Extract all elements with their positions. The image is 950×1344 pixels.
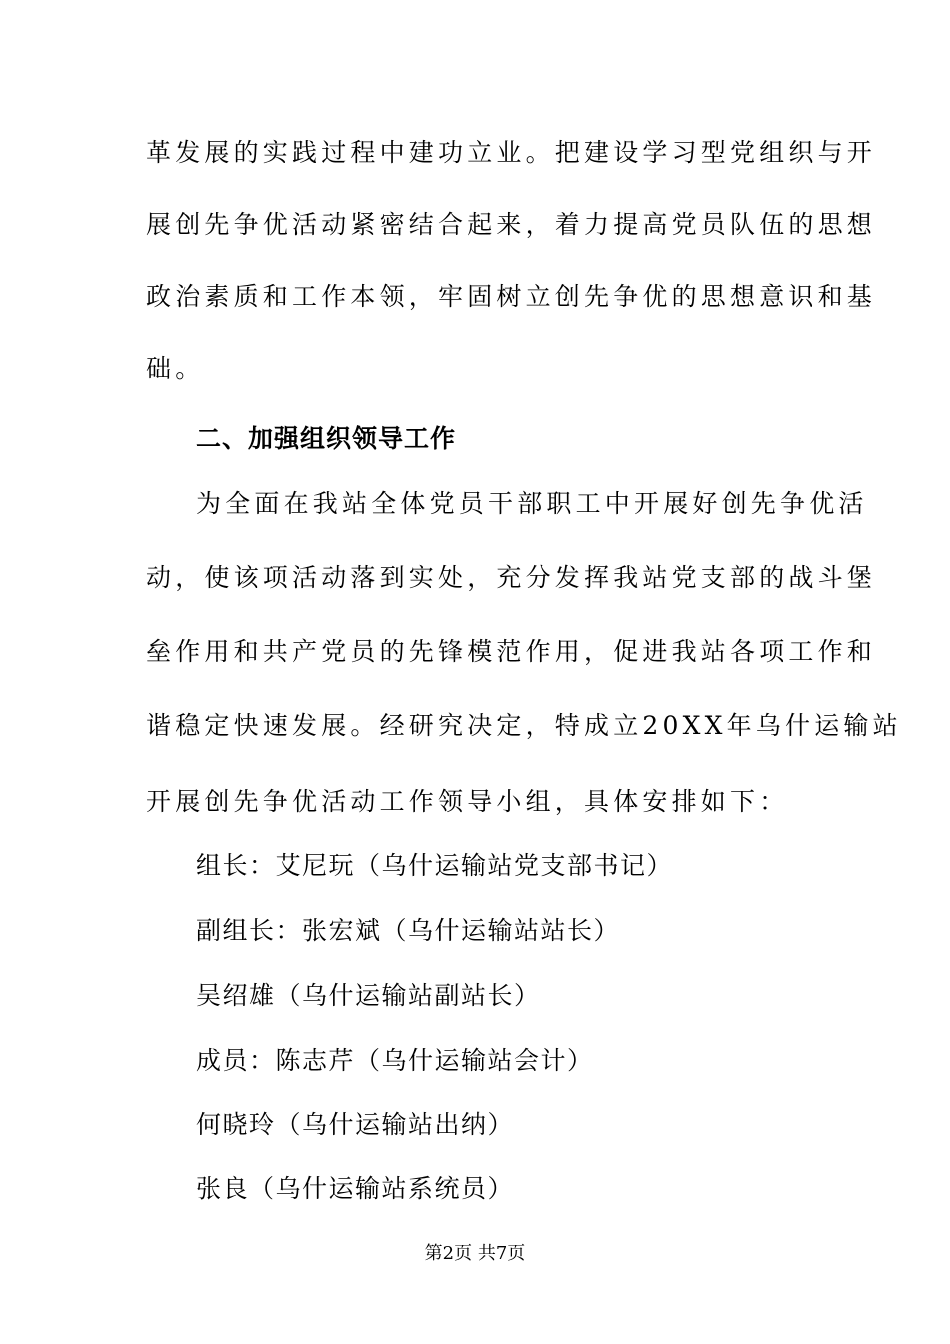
paragraph-1-line-3: 政治素质和工作本领，牢固树立创先争优的思想意识和基 [146, 282, 877, 311]
member-staff-1: 成员：陈志芹（乌什运输站会计） [196, 1046, 594, 1075]
member-staff-3: 张良（乌什运输站系统员） [196, 1174, 515, 1203]
page-number-footer: 第2页 共7页 [424, 1243, 526, 1264]
section-heading: 二、加强组织领导工作 [196, 424, 457, 453]
member-staff-2: 何晓玲（乌什运输站出纳） [196, 1110, 515, 1139]
paragraph-2-line-2: 动，使该项活动落到实处，充分发挥我站党支部的战斗堡 [146, 563, 877, 592]
paragraph-2-line-3: 垒作用和共产党员的先锋模范作用，促进我站各项工作和 [146, 637, 877, 666]
paragraph-2-line-5: 开展创先争优活动工作领导小组，具体安排如下： [146, 787, 789, 816]
member-deputy-leader: 副组长：张宏斌（乌什运输站站长） [196, 916, 621, 945]
paragraph-2-line-4: 谐稳定快速发展。经研究决定，特成立20XX年乌什运输站 [146, 711, 902, 740]
paragraph-1-line-4: 础。 [146, 354, 205, 383]
paragraph-2-line-1: 为全面在我站全体党员干部职工中开展好创先争优活 [196, 489, 868, 518]
paragraph-1-line-1: 革发展的实践过程中建功立业。把建设学习型党组织与开 [146, 138, 877, 167]
member-deputy-2: 吴绍雄（乌什运输站副站长） [196, 981, 541, 1010]
paragraph-1-line-2: 展创先争优活动紧密结合起来，着力提高党员队伍的思想 [146, 210, 877, 239]
member-leader: 组长：艾尼玩（乌什运输站党支部书记） [196, 851, 674, 880]
